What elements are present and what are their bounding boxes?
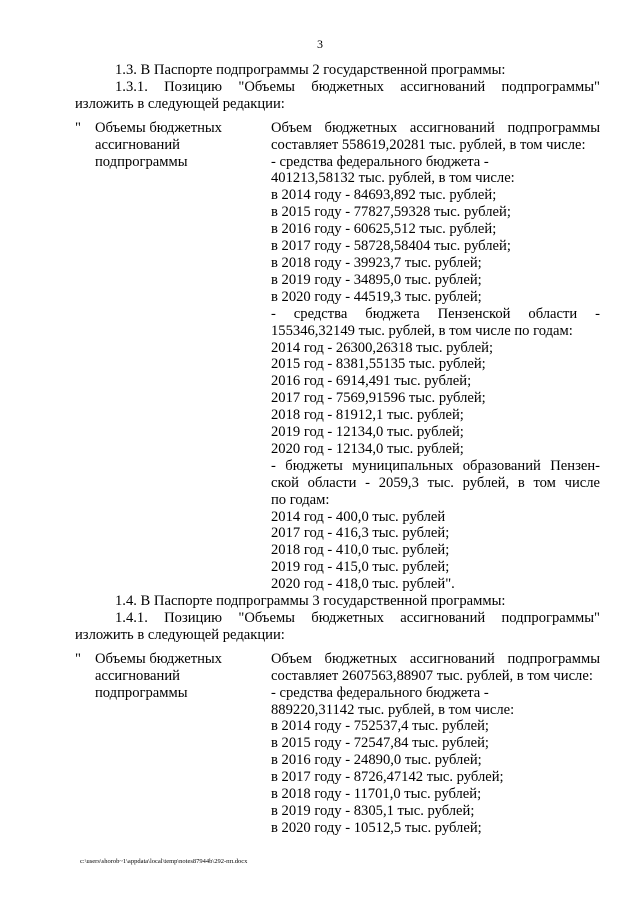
value-line: по годам: xyxy=(271,491,330,508)
value-line: составляет 558619,20281 тыс. рублей, в том числе: xyxy=(271,136,586,153)
value-line: 2016 год - 6914,491 тыс. рублей; xyxy=(271,373,472,390)
row-label xyxy=(95,120,271,593)
value-line: - средства федерального бюджета - xyxy=(271,684,489,701)
value-line: ской области - 2059,3 тыс. рублей, в том числе xyxy=(271,474,600,491)
value-line: 2014 год - 400,0 тыс. рублей xyxy=(271,508,446,525)
value-line: в 2019 году - 34895,0 тыс. рублей; xyxy=(271,271,482,288)
section-heading: 1.4. В Паспорте подпрограммы 3 государственной программы: xyxy=(115,593,506,610)
section-subheading: 1.3.1. Позицию "Объемы бюджетных ассигнований подпрограммы" xyxy=(115,78,600,95)
value-line: 2020 год - 12134,0 тыс. рублей; xyxy=(271,440,464,457)
label-line: Объемы бюджетных xyxy=(95,650,222,667)
label-line: Объемы бюджетных xyxy=(95,119,222,136)
value-line: 2017 год - 7569,91596 тыс. рублей; xyxy=(271,390,486,407)
passport-row xyxy=(75,651,600,837)
value-line: в 2014 году - 84693,892 тыс. рублей; xyxy=(271,187,497,204)
row-value xyxy=(271,120,600,593)
document-body xyxy=(75,62,600,837)
value-line: 2018 год - 81912,1 тыс. рублей; xyxy=(271,407,464,424)
page-number: 3 xyxy=(317,37,323,51)
value-line: в 2017 году - 58728,58404 тыс. рублей; xyxy=(271,238,511,255)
value-line: - средства бюджета Пензенской области - xyxy=(271,305,600,322)
value-line: 401213,58132 тыс. рублей, в том числе: xyxy=(271,170,515,187)
value-line: 2015 год - 8381,55135 тыс. рублей; xyxy=(271,356,486,373)
section-subheading: 1.4.1. Позицию "Объемы бюджетных ассигнований подпрограммы" xyxy=(115,610,600,626)
label-line: ассигнований xyxy=(95,667,180,684)
section-heading: 1.3. В Паспорте подпрограммы 2 государственной программы: xyxy=(115,62,506,78)
value-line: в 2020 году - 44519,3 тыс. рублей; xyxy=(271,288,482,305)
label-line: ассигнований xyxy=(95,136,180,153)
value-line: - бюджеты муниципальных образований Пензен- xyxy=(271,457,600,474)
value-line: Объем бюджетных ассигнований подпрограммы xyxy=(271,119,600,136)
value-line: 2019 год - 415,0 тыс. рублей; xyxy=(271,559,450,576)
value-line: составляет 2607563,88907 тыс. рублей, в том числе: xyxy=(271,667,593,684)
value-line: - средства федерального бюджета - xyxy=(271,153,489,170)
label-line: подпрограммы xyxy=(95,153,188,170)
value-line: 2019 год - 12134,0 тыс. рублей; xyxy=(271,424,464,441)
value-line: в 2016 году - 60625,512 тыс. рублей; xyxy=(271,221,497,238)
section-subheading-cont: изложить в следующей редакции: xyxy=(75,626,285,643)
value-line: 2014 год - 26300,26318 тыс. рублей; xyxy=(271,339,494,356)
value-line: в 2015 году - 77827,59328 тыс. рублей; xyxy=(271,204,511,221)
value-line: в 2019 году - 8305,1 тыс. рублей; xyxy=(271,802,475,819)
value-line: Объем бюджетных ассигнований подпрограммы xyxy=(271,650,600,667)
value-line: в 2015 году - 72547,84 тыс. рублей; xyxy=(271,735,489,752)
value-line: в 2017 году - 8726,47142 тыс. рублей; xyxy=(271,769,504,786)
value-line: в 2018 году - 11701,0 тыс. рублей; xyxy=(271,786,482,803)
value-line: 155346,32149 тыс. рублей, в том числе по годам: xyxy=(271,322,573,339)
value-line: 2020 год - 418,0 тыс. рублей". xyxy=(271,576,455,593)
section-subheading-cont: изложить в следующей редакции: xyxy=(75,95,285,112)
passport-row xyxy=(75,120,600,593)
value-line: в 2018 году - 39923,7 тыс. рублей; xyxy=(271,254,482,271)
value-line: в 2016 году - 24890,0 тыс. рублей; xyxy=(271,752,482,769)
row-label xyxy=(95,651,271,837)
value-line: 889220,31142 тыс. рублей, в том числе: xyxy=(271,701,515,718)
label-line: подпрограммы xyxy=(95,684,188,701)
value-line: в 2014 году - 752537,4 тыс. рублей; xyxy=(271,718,489,735)
value-line: 2017 год - 416,3 тыс. рублей; xyxy=(271,525,450,542)
file-path-footer: c:\users\shorob~1\appdata\local\temp\notes87944b\292-пп.docx xyxy=(80,858,248,865)
row-value xyxy=(271,651,600,837)
value-line: в 2020 году - 10512,5 тыс. рублей; xyxy=(271,819,482,836)
open-quote: " xyxy=(75,650,81,667)
value-line: 2018 год - 410,0 тыс. рублей; xyxy=(271,542,450,559)
open-quote: " xyxy=(75,119,81,136)
